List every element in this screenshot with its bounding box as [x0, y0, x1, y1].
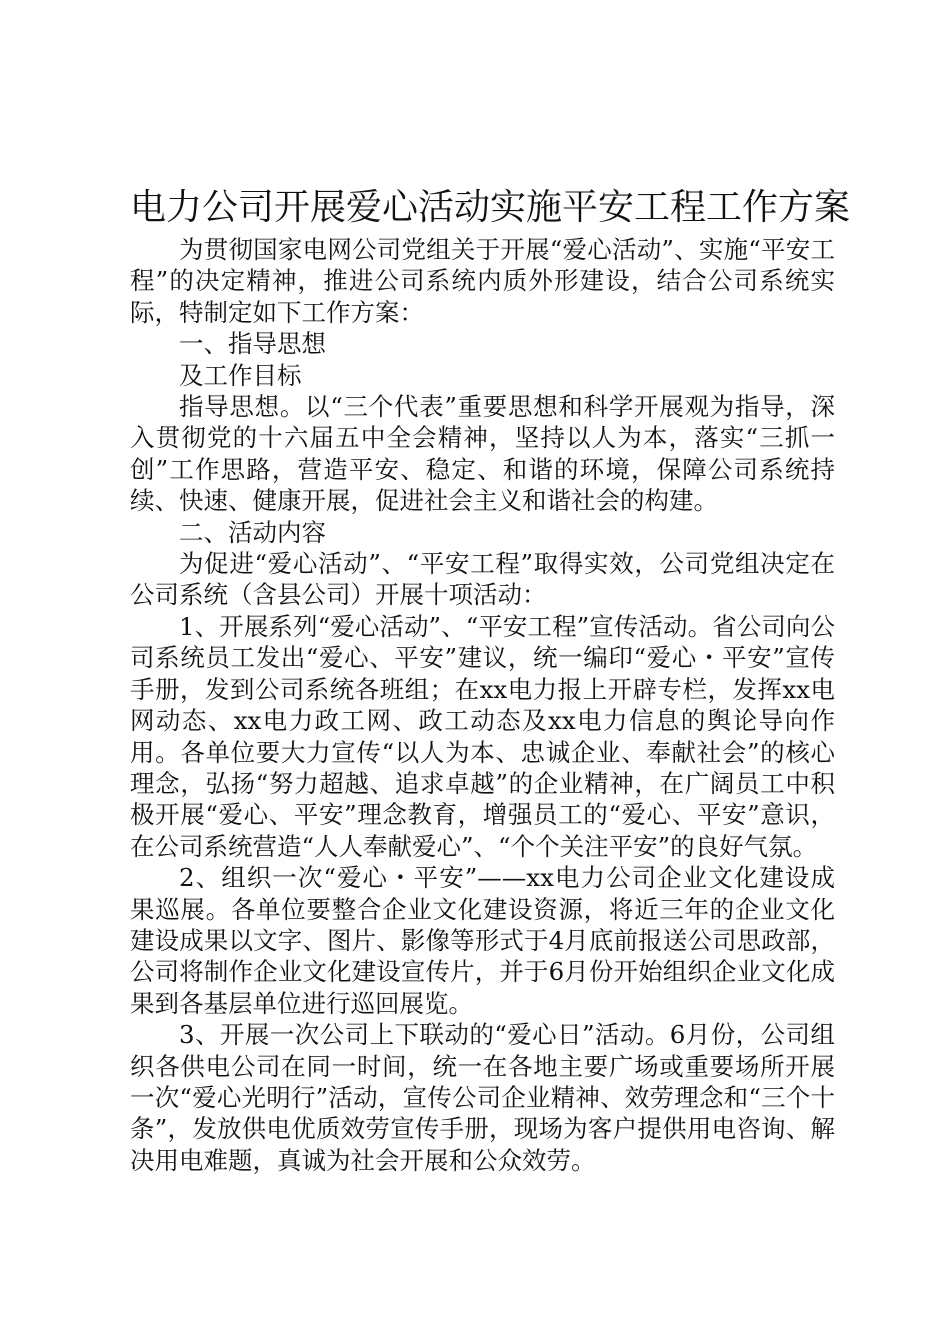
paragraph-item-3: 3、开展一次公司上下联动的“爱心日”活动。6月份，公司组织各供电公司在同一时间，统一在各地主要广场或重要场所开展一次“爱心光明行”活动，宣传公司企业精神、效劳理念和“三个十条”，发放供电优质效劳宣传手册，现场为客户提供用电咨询、解决用电难题，真诚为社会开展和公众效劳。 [130, 1020, 835, 1175]
paragraph-guiding-ideology: 指导思想。以“三个代表”重要思想和科学开展观为指导，深入贯彻党的十六届五中全会精神，坚持以人为本，落实“三抓一创”工作思路，营造平安、稳定、和谐的环境，保障公司系统持续、快速、健康开展，促进社会主义和谐社会的构建。 [130, 392, 835, 516]
paragraph-item-1: 1、开展系列“爱心活动”、“平安工程”宣传活动。省公司向公司系统员工发出“爱心、平安”建议，统一编印“爱心・平安”宣传手册，发到公司系统各班组；在xx电力报上开辟专栏，发挥xx电网动态、xx电力政工网、政工动态及xx电力信息的舆论导向作用。各单位要大力宣传“以人为本、忠诚企业、奉献社会”的核心理念，弘扬“努力超越、追求卓越”的企业精神，在广阔员工中积极开展“爱心、平安”理念教育，增强员工的“爱心、平安”意识，在公司系统营造“人人奉献爱心”、“个个关注平安”的良好气氛。 [130, 611, 835, 861]
document-title: 电力公司开展爱心活动实施平安工程工作方案 [130, 187, 851, 228]
paragraph-activity-intro: 为促进“爱心活动”、“平安工程”取得实效，公司党组决定在公司系统（含县公司）开展十项活动： [130, 549, 835, 610]
section-heading-guiding-ideology: 一、指导思想 [179, 329, 326, 359]
paragraph-intro: 为贯彻国家电网公司党组关于开展“爱心活动”、实施“平安工程”的决定精神，推进公司系统内质外形建设，结合公司系统实际，特制定如下工作方案： [130, 235, 835, 327]
section-heading-work-goals: 及工作目标 [179, 360, 302, 390]
document-body [130, 234, 835, 1176]
paragraph-item-2: 2、组织一次“爱心・平安”——xx电力公司企业文化建设成果巡展。各单位要整合企业文化建设资源，将近三年的企业文化建设成果以文字、图片、影像等形式于4月底前报送公司思政部，公司将制作企业文化建设宣传片，并于6月份开始组织企业文化成果到各基层单位进行巡回展览。 [130, 863, 835, 1018]
section-heading-activity-content: 二、活动内容 [179, 517, 326, 547]
